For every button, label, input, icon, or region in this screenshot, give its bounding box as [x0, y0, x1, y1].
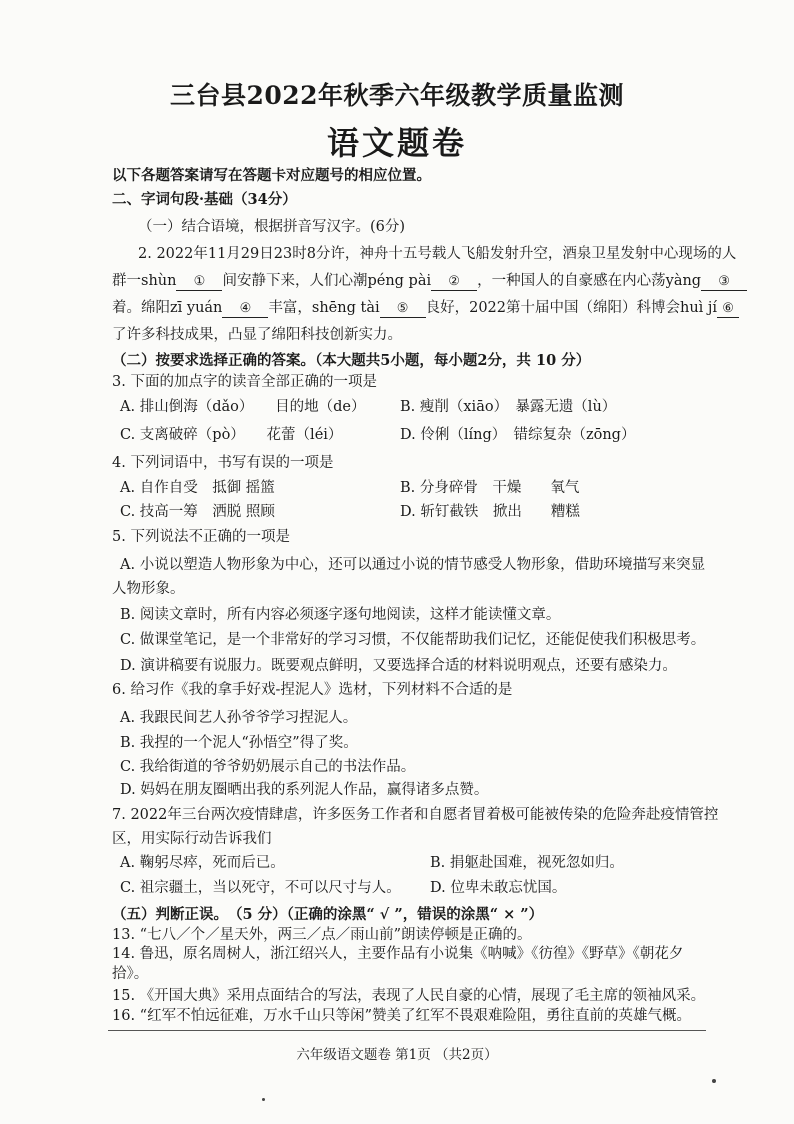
question-2-line-4: 了许多科技成果，凸显了绵阳科技创新实力。 [112, 327, 402, 343]
blank-1: ① [176, 274, 222, 291]
q3-option-a: A. 排山倒海（dǎo） 目的地（de） [120, 399, 366, 415]
q3-option-d: D. 伶俐（líng） 错综复杂（zōng） [400, 427, 636, 443]
q5-option-a: A. 小说以塑造人物形象为中心，还可以通过小说的情节感受人物形象，借助环境描写来突显 [120, 557, 706, 573]
scan-speck [712, 1079, 716, 1083]
blank-2: ② [431, 274, 477, 291]
q4-option-a: A. 自作自受 抵御 摇篮 [120, 480, 275, 496]
q5-option-b: B. 阅读文章时，所有内容必须逐字逐句地阅读，这样才能读懂文章。 [120, 607, 561, 623]
q2-text: 间安静下来，人们心潮péng pài [222, 273, 432, 289]
question-3-stem: 3. 下面的加点字的读音全部正确的一项是 [112, 374, 377, 390]
question-16: 16. “红军不怕远征难，万水千山只等闲”赞美了红军不畏艰难险阻，勇往直前的英雄气概。 [112, 1008, 691, 1024]
q6-option-d: D. 妈妈在朋友圈晒出我的系列泥人作品，赢得诸多点赞。 [120, 782, 489, 798]
blank-5: ⑤ [380, 301, 426, 318]
part-heading-judge: （五）判断正误。 （5 分）（正确的涂黑“ √ ”，错误的涂黑“ × ”） [112, 906, 544, 923]
part-heading-choice: （二）按要求选择正确的答案。（本大题共5小题，每小题2分，共 10 分） [112, 352, 591, 369]
q2-text: ，一种国人的自豪感在内心荡yàng [477, 273, 702, 289]
q7-option-a: A. 鞠躬尽瘁，死而后已。 [120, 855, 285, 871]
question-15: 15. 《开国大典》采用点面结合的写法，表现了人民自豪的心情，展现了毛主席的领袖风采。 [112, 988, 706, 1004]
q6-option-b: B. 我捏的一个泥人“孙悟空”得了奖。 [120, 735, 358, 751]
part-heading-pinyin: （一）结合语境，根据拼音写汉字。(6分) [138, 219, 406, 235]
section-heading: 二、字词句段·基础（34分） [112, 191, 297, 208]
question-14: 14. 鲁迅，原名周树人，浙江绍兴人，主要作品有小说集《呐喊》《彷徨》《野草》《朝花夕 [112, 946, 684, 962]
question-2-line-1: 2. 2022年11月29日23时8分许，神舟十五号载人飞船发射升空，酒泉卫星发射中心现场的人 [138, 246, 737, 262]
q4-option-b: B. 分身碎骨 干燥 氧气 [400, 480, 580, 496]
q4-option-d: D. 斩钉截铁 掀出 糟糕 [400, 504, 580, 520]
q6-option-c: C. 我给街道的爷爷奶奶展示自己的书法作品。 [120, 759, 416, 775]
q7-option-b: B. 捐躯赴国难，视死忽如归。 [430, 855, 624, 871]
q2-text: 丰富，shēng tài [268, 300, 380, 316]
q4-option-c: C. 技高一筹 洒脱 照顾 [120, 504, 275, 520]
q7-option-d: D. 位卑未敢忘忧国。 [430, 880, 567, 896]
q6-option-a: A. 我跟民间艺人孙爷爷学习捏泥人。 [120, 710, 358, 726]
q2-text: 着。绵阳zī yuán [112, 300, 223, 316]
q3-option-b: B. 瘦削（xiāo） 暴露无遗（lù） [400, 399, 617, 415]
blank-4: ④ [222, 301, 268, 318]
q7-option-c: C. 祖宗疆土，当以死守，不可以尺寸与人。 [120, 880, 401, 896]
q5-option-c: C. 做课堂笔记，是一个非常好的学习习惯，不仅能帮助我们记忆，还能促使我们积极思考。 [120, 632, 706, 648]
blank-6: ⑥ [717, 301, 739, 318]
page-footer: 六年级语文题卷 第1页 （共2页） [296, 1047, 498, 1063]
question-2-line-2 [112, 271, 747, 291]
footer-divider [108, 1030, 706, 1031]
blank-3: ③ [701, 274, 747, 291]
question-4-stem: 4. 下列词语中，书写有误的一项是 [112, 455, 334, 471]
question-14-cont: 拾》。 [112, 966, 149, 982]
question-2-line-3 [112, 298, 739, 318]
answer-instruction: 以下各题答案请写在答题卡对应题号的相应位置。 [112, 167, 431, 184]
q2-text: 群一shùn [112, 273, 177, 289]
exam-subject-title: 语文题卷 [326, 124, 467, 162]
question-7-stem-cont: 区，用实际行动告诉我们 [112, 831, 272, 847]
q5-option-a-cont: 人物形象。 [112, 581, 185, 597]
scan-speck [262, 1098, 265, 1101]
question-5-stem: 5. 下列说法不正确的一项是 [112, 529, 290, 545]
question-6-stem: 6. 给习作《我的拿手好戏-捏泥人》选材，下列材料不合适的是 [112, 682, 513, 698]
question-7-stem: 7. 2022年三台两次疫情肆虐，许多医务工作者和自愿者冒着极可能被传染的危险奔赴疫情管控 [112, 807, 719, 823]
q2-text: 良好，2022第十届中国（绵阳）科博会huì jí [425, 300, 718, 316]
q5-option-d: D. 演讲稿要有说服力。既要观点鲜明，又要选择合适的材料说明观点，还要有感染力。 [120, 658, 677, 674]
q3-option-c: C. 支离破碎（pò） 花蕾（léi） [120, 427, 343, 443]
exam-title: 三台县2022年秋季六年级教学质量监测 [169, 81, 625, 110]
question-13: 13. “七八／个／星天外，两三／点／雨山前”朗读停顿是正确的。 [112, 927, 532, 943]
